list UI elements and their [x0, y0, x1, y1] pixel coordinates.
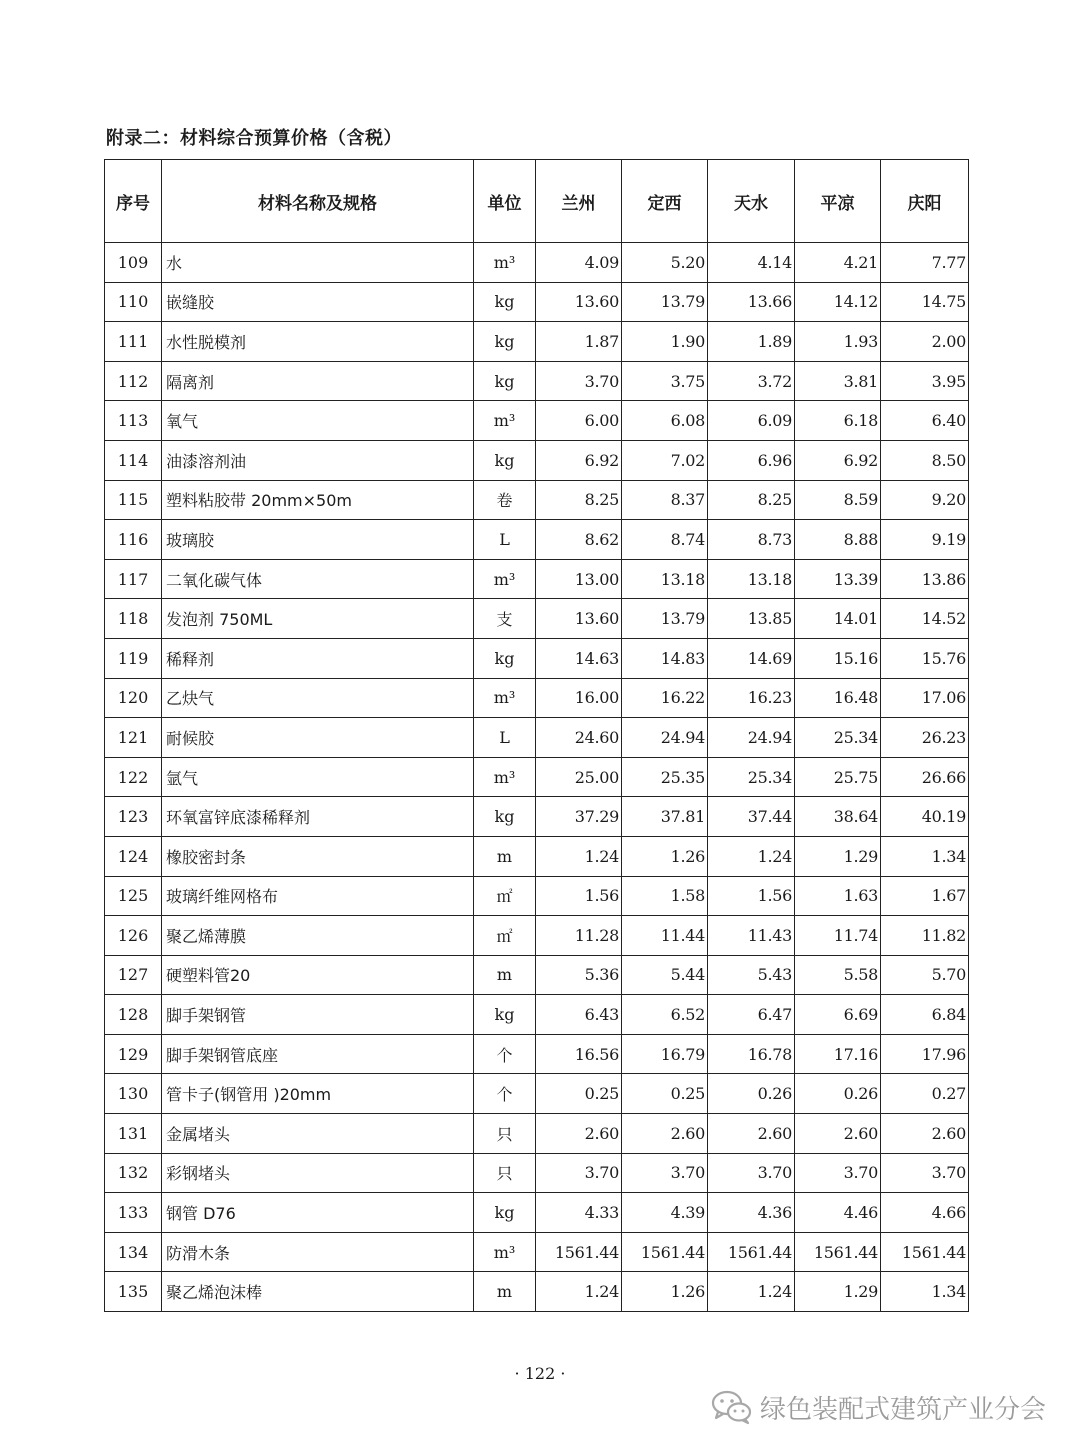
cell-name: 金属堵头 [162, 1114, 474, 1154]
cell-tianshui: 1.56 [708, 876, 795, 916]
table-row [105, 1074, 969, 1114]
cell-lanzhou: 25.00 [536, 757, 622, 797]
cell-unit: m [474, 955, 536, 995]
cell-pingliang: 4.46 [795, 1193, 881, 1233]
cell-dingxi: 25.35 [622, 757, 708, 797]
cell-unit: m³ [474, 678, 536, 718]
cell-name: 玻璃纤维网格布 [162, 876, 474, 916]
cell-pingliang: 38.64 [795, 797, 881, 837]
cell-no: 111 [105, 322, 162, 362]
cell-qingyang: 9.19 [881, 520, 969, 560]
cell-qingyang: 17.96 [881, 1034, 969, 1074]
cell-no: 127 [105, 955, 162, 995]
cell-qingyang: 2.00 [881, 322, 969, 362]
cell-tianshui: 14.69 [708, 638, 795, 678]
wechat-icon [710, 1388, 754, 1426]
header-dingxi: 定西 [622, 160, 708, 243]
cell-qingyang: 3.95 [881, 361, 969, 401]
cell-name: 乙炔气 [162, 678, 474, 718]
cell-lanzhou: 1.56 [536, 876, 622, 916]
cell-tianshui: 0.26 [708, 1074, 795, 1114]
cell-lanzhou: 4.33 [536, 1193, 622, 1233]
cell-name: 油漆溶剂油 [162, 440, 474, 480]
cell-unit: L [474, 520, 536, 560]
table-row [105, 282, 969, 322]
cell-no: 129 [105, 1034, 162, 1074]
cell-pingliang: 13.39 [795, 559, 881, 599]
cell-pingliang: 1.63 [795, 876, 881, 916]
table-row [105, 678, 969, 718]
cell-tianshui: 37.44 [708, 797, 795, 837]
cell-pingliang: 6.92 [795, 440, 881, 480]
cell-lanzhou: 1.24 [536, 836, 622, 876]
cell-pingliang: 11.74 [795, 916, 881, 956]
cell-unit: L [474, 718, 536, 758]
cell-tianshui: 13.66 [708, 282, 795, 322]
cell-pingliang: 25.34 [795, 718, 881, 758]
cell-unit: 个 [474, 1074, 536, 1114]
cell-name: 硬塑料管20 [162, 955, 474, 995]
cell-tianshui: 25.34 [708, 757, 795, 797]
header-pingliang: 平凉 [795, 160, 881, 243]
cell-dingxi: 1.90 [622, 322, 708, 362]
cell-tianshui: 11.43 [708, 916, 795, 956]
cell-tianshui: 1561.44 [708, 1232, 795, 1272]
header-lanzhou: 兰州 [536, 160, 622, 243]
cell-dingxi: 6.08 [622, 401, 708, 441]
cell-name: 脚手架钢管底座 [162, 1034, 474, 1074]
header-qingyang: 庆阳 [881, 160, 969, 243]
cell-name: 聚乙烯泡沫棒 [162, 1272, 474, 1312]
cell-qingyang: 14.52 [881, 599, 969, 639]
cell-lanzhou: 6.92 [536, 440, 622, 480]
cell-tianshui: 3.70 [708, 1153, 795, 1193]
table-row [105, 916, 969, 956]
cell-qingyang: 26.66 [881, 757, 969, 797]
cell-tianshui: 1.24 [708, 836, 795, 876]
cell-qingyang: 1.67 [881, 876, 969, 916]
cell-qingyang: 2.60 [881, 1114, 969, 1154]
cell-unit: kg [474, 638, 536, 678]
page-title: 附录二：材料综合预算价格（含税） [106, 128, 402, 149]
table-row [105, 718, 969, 758]
table-row [105, 1272, 969, 1312]
cell-lanzhou: 2.60 [536, 1114, 622, 1154]
cell-no: 122 [105, 757, 162, 797]
cell-no: 118 [105, 599, 162, 639]
cell-no: 113 [105, 401, 162, 441]
cell-unit: m³ [474, 401, 536, 441]
cell-tianshui: 2.60 [708, 1114, 795, 1154]
cell-unit: ㎡ [474, 916, 536, 956]
cell-pingliang: 1.93 [795, 322, 881, 362]
cell-pingliang: 1.29 [795, 836, 881, 876]
cell-pingliang: 15.16 [795, 638, 881, 678]
cell-qingyang: 5.70 [881, 955, 969, 995]
cell-pingliang: 16.48 [795, 678, 881, 718]
table-row [105, 401, 969, 441]
cell-name: 玻璃胶 [162, 520, 474, 560]
cell-dingxi: 1561.44 [622, 1232, 708, 1272]
cell-no: 131 [105, 1114, 162, 1154]
cell-unit: m [474, 836, 536, 876]
cell-lanzhou: 8.62 [536, 520, 622, 560]
cell-no: 120 [105, 678, 162, 718]
cell-name: 水性脱模剂 [162, 322, 474, 362]
cell-qingyang: 9.20 [881, 480, 969, 520]
cell-tianshui: 1.89 [708, 322, 795, 362]
cell-name: 塑料粘胶带 20mm×50m [162, 480, 474, 520]
table-row [105, 361, 969, 401]
cell-dingxi: 1.26 [622, 836, 708, 876]
cell-qingyang: 40.19 [881, 797, 969, 837]
cell-unit: m³ [474, 559, 536, 599]
cell-qingyang: 8.50 [881, 440, 969, 480]
cell-name: 嵌缝胶 [162, 282, 474, 322]
table-row [105, 836, 969, 876]
cell-lanzhou: 6.43 [536, 995, 622, 1035]
cell-qingyang: 7.77 [881, 243, 969, 283]
cell-tianshui: 24.94 [708, 718, 795, 758]
cell-tianshui: 6.96 [708, 440, 795, 480]
cell-dingxi: 24.94 [622, 718, 708, 758]
cell-lanzhou: 24.60 [536, 718, 622, 758]
cell-lanzhou: 16.00 [536, 678, 622, 718]
cell-unit: 只 [474, 1153, 536, 1193]
table-row [105, 995, 969, 1035]
cell-lanzhou: 11.28 [536, 916, 622, 956]
cell-unit: m³ [474, 243, 536, 283]
cell-dingxi: 3.75 [622, 361, 708, 401]
cell-dingxi: 13.79 [622, 282, 708, 322]
cell-name: 隔离剂 [162, 361, 474, 401]
cell-unit: 只 [474, 1114, 536, 1154]
cell-lanzhou: 13.60 [536, 282, 622, 322]
cell-lanzhou: 16.56 [536, 1034, 622, 1074]
cell-qingyang: 3.70 [881, 1153, 969, 1193]
cell-pingliang: 3.81 [795, 361, 881, 401]
cell-no: 121 [105, 718, 162, 758]
cell-tianshui: 8.73 [708, 520, 795, 560]
cell-no: 109 [105, 243, 162, 283]
header-tianshui: 天水 [708, 160, 795, 243]
cell-lanzhou: 13.60 [536, 599, 622, 639]
cell-tianshui: 6.47 [708, 995, 795, 1035]
table-row [105, 1232, 969, 1272]
cell-lanzhou: 1.87 [536, 322, 622, 362]
cell-tianshui: 3.72 [708, 361, 795, 401]
cell-no: 117 [105, 559, 162, 599]
cell-pingliang: 5.58 [795, 955, 881, 995]
cell-dingxi: 11.44 [622, 916, 708, 956]
cell-qingyang: 11.82 [881, 916, 969, 956]
cell-pingliang: 3.70 [795, 1153, 881, 1193]
table-row [105, 322, 969, 362]
cell-no: 114 [105, 440, 162, 480]
cell-no: 123 [105, 797, 162, 837]
cell-no: 124 [105, 836, 162, 876]
cell-name: 管卡子(钢管用 )20mm [162, 1074, 474, 1114]
cell-tianshui: 16.23 [708, 678, 795, 718]
cell-name: 彩钢堵头 [162, 1153, 474, 1193]
cell-pingliang: 6.69 [795, 995, 881, 1035]
cell-pingliang: 14.12 [795, 282, 881, 322]
cell-unit: kg [474, 282, 536, 322]
watermark [710, 1388, 1046, 1426]
cell-pingliang: 1.29 [795, 1272, 881, 1312]
cell-tianshui: 4.14 [708, 243, 795, 283]
cell-no: 112 [105, 361, 162, 401]
cell-name: 二氧化碳气体 [162, 559, 474, 599]
cell-lanzhou: 4.09 [536, 243, 622, 283]
table-body [105, 243, 969, 1312]
watermark-text: 绿色装配式建筑产业分会 [759, 1394, 1046, 1425]
cell-pingliang: 2.60 [795, 1114, 881, 1154]
cell-lanzhou: 0.25 [536, 1074, 622, 1114]
cell-lanzhou: 1561.44 [536, 1232, 622, 1272]
cell-pingliang: 8.88 [795, 520, 881, 560]
cell-name: 防滑木条 [162, 1232, 474, 1272]
cell-unit: 个 [474, 1034, 536, 1074]
cell-name: 水 [162, 243, 474, 283]
cell-dingxi: 4.39 [622, 1193, 708, 1233]
table-row [105, 876, 969, 916]
cell-qingyang: 1561.44 [881, 1232, 969, 1272]
cell-qingyang: 6.84 [881, 995, 969, 1035]
table-row [105, 797, 969, 837]
table-row [105, 440, 969, 480]
cell-lanzhou: 3.70 [536, 1153, 622, 1193]
cell-qingyang: 1.34 [881, 1272, 969, 1312]
cell-name: 耐候胶 [162, 718, 474, 758]
cell-no: 134 [105, 1232, 162, 1272]
cell-qingyang: 4.66 [881, 1193, 969, 1233]
cell-no: 128 [105, 995, 162, 1035]
cell-dingxi: 13.79 [622, 599, 708, 639]
price-table [104, 159, 969, 1312]
cell-qingyang: 17.06 [881, 678, 969, 718]
cell-tianshui: 8.25 [708, 480, 795, 520]
cell-tianshui: 5.43 [708, 955, 795, 995]
cell-dingxi: 5.20 [622, 243, 708, 283]
cell-lanzhou: 6.00 [536, 401, 622, 441]
cell-no: 126 [105, 916, 162, 956]
cell-unit: kg [474, 361, 536, 401]
cell-lanzhou: 3.70 [536, 361, 622, 401]
table-row [105, 1034, 969, 1074]
cell-qingyang: 26.23 [881, 718, 969, 758]
table-row [105, 480, 969, 520]
cell-unit: m³ [474, 757, 536, 797]
cell-pingliang: 4.21 [795, 243, 881, 283]
cell-unit: kg [474, 322, 536, 362]
cell-dingxi: 8.37 [622, 480, 708, 520]
cell-no: 130 [105, 1074, 162, 1114]
table-row [105, 599, 969, 639]
cell-unit: kg [474, 995, 536, 1035]
cell-name: 聚乙烯薄膜 [162, 916, 474, 956]
cell-no: 133 [105, 1193, 162, 1233]
cell-name: 环氧富锌底漆稀释剂 [162, 797, 474, 837]
cell-dingxi: 1.58 [622, 876, 708, 916]
cell-dingxi: 0.25 [622, 1074, 708, 1114]
cell-name: 发泡剂 750ML [162, 599, 474, 639]
table-row [105, 757, 969, 797]
table-row [105, 1193, 969, 1233]
cell-qingyang: 1.34 [881, 836, 969, 876]
cell-name: 氩气 [162, 757, 474, 797]
cell-tianshui: 13.18 [708, 559, 795, 599]
cell-unit: m [474, 1272, 536, 1312]
table-row [105, 559, 969, 599]
cell-no: 125 [105, 876, 162, 916]
cell-no: 119 [105, 638, 162, 678]
cell-dingxi: 13.18 [622, 559, 708, 599]
cell-qingyang: 0.27 [881, 1074, 969, 1114]
cell-unit: kg [474, 797, 536, 837]
cell-lanzhou: 5.36 [536, 955, 622, 995]
cell-no: 110 [105, 282, 162, 322]
cell-unit: 卷 [474, 480, 536, 520]
cell-tianshui: 16.78 [708, 1034, 795, 1074]
table-row [105, 520, 969, 560]
cell-no: 116 [105, 520, 162, 560]
cell-name: 氧气 [162, 401, 474, 441]
cell-tianshui: 6.09 [708, 401, 795, 441]
page-number: · 122 · [514, 1364, 566, 1383]
cell-unit: ㎡ [474, 876, 536, 916]
cell-qingyang: 6.40 [881, 401, 969, 441]
cell-unit: 支 [474, 599, 536, 639]
cell-lanzhou: 37.29 [536, 797, 622, 837]
cell-unit: kg [474, 440, 536, 480]
cell-pingliang: 8.59 [795, 480, 881, 520]
cell-pingliang: 1561.44 [795, 1232, 881, 1272]
cell-tianshui: 4.36 [708, 1193, 795, 1233]
cell-dingxi: 2.60 [622, 1114, 708, 1154]
cell-dingxi: 5.44 [622, 955, 708, 995]
cell-no: 132 [105, 1153, 162, 1193]
cell-dingxi: 8.74 [622, 520, 708, 560]
cell-dingxi: 16.79 [622, 1034, 708, 1074]
cell-dingxi: 16.22 [622, 678, 708, 718]
cell-pingliang: 0.26 [795, 1074, 881, 1114]
header-no: 序号 [105, 160, 162, 243]
cell-name: 稀释剂 [162, 638, 474, 678]
cell-dingxi: 37.81 [622, 797, 708, 837]
cell-lanzhou: 14.63 [536, 638, 622, 678]
cell-name: 钢管 D76 [162, 1193, 474, 1233]
header-name: 材料名称及规格 [162, 160, 474, 243]
cell-pingliang: 14.01 [795, 599, 881, 639]
cell-no: 135 [105, 1272, 162, 1312]
cell-qingyang: 14.75 [881, 282, 969, 322]
cell-qingyang: 13.86 [881, 559, 969, 599]
cell-unit: kg [474, 1193, 536, 1233]
table-header-row [105, 160, 969, 243]
cell-pingliang: 6.18 [795, 401, 881, 441]
table-row [105, 955, 969, 995]
cell-name: 橡胶密封条 [162, 836, 474, 876]
cell-dingxi: 6.52 [622, 995, 708, 1035]
cell-dingxi: 1.26 [622, 1272, 708, 1312]
cell-unit: m³ [474, 1232, 536, 1272]
table-row [105, 243, 969, 283]
cell-tianshui: 1.24 [708, 1272, 795, 1312]
cell-pingliang: 17.16 [795, 1034, 881, 1074]
cell-pingliang: 25.75 [795, 757, 881, 797]
table-row [105, 1114, 969, 1154]
header-unit: 单位 [474, 160, 536, 243]
cell-lanzhou: 8.25 [536, 480, 622, 520]
cell-lanzhou: 1.24 [536, 1272, 622, 1312]
cell-name: 脚手架钢管 [162, 995, 474, 1035]
table-row [105, 1153, 969, 1193]
cell-lanzhou: 13.00 [536, 559, 622, 599]
cell-tianshui: 13.85 [708, 599, 795, 639]
cell-no: 115 [105, 480, 162, 520]
cell-dingxi: 7.02 [622, 440, 708, 480]
cell-dingxi: 3.70 [622, 1153, 708, 1193]
table-row [105, 638, 969, 678]
cell-dingxi: 14.83 [622, 638, 708, 678]
cell-qingyang: 15.76 [881, 638, 969, 678]
